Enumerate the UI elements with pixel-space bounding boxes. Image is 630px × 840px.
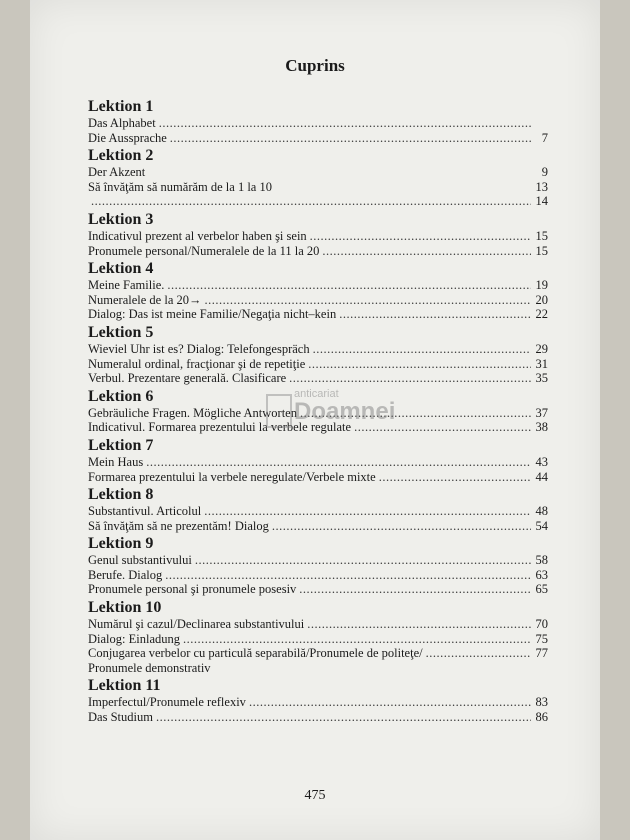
watermark-big-text: Doamnei <box>294 398 396 425</box>
entry-page-number: 19 <box>535 278 548 293</box>
entry-title: Die Aussprache <box>88 130 167 145</box>
entry-title: Dialog: Das ist meine Familie/Negaţia nicht–kein <box>88 307 337 322</box>
entry-title: Indicativul. Formarea prezentului la verbele regulate <box>88 420 352 435</box>
toc-entry <box>88 553 548 568</box>
entry-page-number: 15 <box>535 228 548 243</box>
dot-leader <box>379 470 531 485</box>
toc-entry <box>88 568 548 583</box>
dot-leader <box>272 519 531 534</box>
toc-section <box>88 97 548 145</box>
entry-page-number: 70 <box>535 617 548 632</box>
dot-leader <box>167 278 531 293</box>
entry-title: Numărul şi cazul/Declinarea substantivului <box>88 617 305 632</box>
entry-title: Mein Haus <box>88 454 144 469</box>
dot-leader <box>170 131 531 146</box>
toc-entry <box>88 455 548 470</box>
entry-title: Numeralele de la 20→ <box>88 292 202 307</box>
dot-leader <box>91 194 531 209</box>
toc-entry <box>88 357 548 372</box>
toc-entry <box>88 165 548 180</box>
entry-page-number: 15 <box>535 243 548 258</box>
entry-title: Der Akzent <box>88 165 146 180</box>
toc-entry <box>88 307 548 322</box>
dot-leader <box>339 307 531 322</box>
toc-section <box>88 436 548 484</box>
entry-title: Să învăţăm să ne prezentăm! Dialog <box>88 518 269 533</box>
toc-entry <box>88 278 548 293</box>
toc-section <box>88 676 548 724</box>
toc-section <box>88 534 548 597</box>
entry-page-number: 7 <box>541 130 548 145</box>
entry-page-number: 29 <box>535 341 548 356</box>
dot-leader <box>313 342 531 357</box>
toc-entry <box>88 371 548 386</box>
toc-entry <box>88 470 548 485</box>
entry-page-number: 37 <box>535 405 548 420</box>
entry-page-number: 35 <box>535 371 548 386</box>
entry-title: Substantivul. Articolul <box>88 504 202 519</box>
watermark-small-text: anticariat <box>294 388 339 400</box>
toc-section <box>88 598 548 675</box>
entry-page-number: 48 <box>535 504 548 519</box>
dot-leader <box>289 371 531 386</box>
dot-leader <box>322 244 531 259</box>
entry-page-number: 22 <box>535 307 548 322</box>
entry-page-number: 31 <box>535 356 548 371</box>
dot-leader <box>204 504 531 519</box>
entry-title: Numeralul ordinal, fracţionar şi de repetiţie <box>88 356 306 371</box>
toc-entry <box>88 229 548 244</box>
toc-entry <box>88 342 548 357</box>
entry-page-number: 58 <box>535 553 548 568</box>
dot-leader <box>146 455 531 470</box>
toc-section <box>88 485 548 533</box>
entry-title: Gebräuliche Fragen. Mögliche Antworten <box>88 405 297 420</box>
toc-entry <box>88 293 548 308</box>
toc-entry <box>88 646 548 661</box>
entry-title: Indicativul prezent al verbelor haben şi sein <box>88 228 307 243</box>
dot-leader <box>310 229 531 244</box>
toc-entry <box>88 131 548 146</box>
dot-leader <box>354 420 531 435</box>
book-page <box>30 0 600 840</box>
toc-entry <box>88 695 548 710</box>
entry-page-number: 44 <box>535 469 548 484</box>
lektion-heading: Lektion 6 <box>88 387 154 405</box>
entry-title: Pronumele personal/Numeralele de la 11 la 20 <box>88 243 320 258</box>
dot-leader <box>307 617 531 632</box>
entry-title: Genul substantivului <box>88 553 192 568</box>
dot-leader <box>300 406 531 421</box>
entry-title: Pronumele demonstrativ <box>88 660 211 675</box>
entry-title: Wieviel Uhr ist es? Dialog: Telefongespräch <box>88 341 310 356</box>
entry-title: Das Studium <box>88 710 153 725</box>
toc-entry <box>88 710 548 725</box>
entry-title: Conjugarea verbelor cu particulă separabilă/Pronumele de politeţe/ <box>88 646 423 661</box>
entry-title: Formarea prezentului la verbele neregulate/Verbele mixte <box>88 469 376 484</box>
dot-leader <box>426 646 531 661</box>
entry-page-number: 43 <box>535 454 548 469</box>
entry-page-number: 75 <box>535 631 548 646</box>
lektion-heading: Lektion 4 <box>88 260 154 278</box>
entry-title: Imperfectul/Pronumele reflexiv <box>88 695 246 710</box>
entry-page-number: 14 <box>535 194 548 209</box>
dot-leader <box>308 357 531 372</box>
entry-title: Berufe. Dialog <box>88 567 163 582</box>
entry-page-number: 77 <box>535 646 548 661</box>
toc-section <box>88 323 548 386</box>
lektion-heading: Lektion 5 <box>88 323 154 341</box>
toc-section <box>88 210 548 258</box>
toc-entry <box>88 244 548 259</box>
entry-page-number: 65 <box>535 582 548 597</box>
dot-leader <box>165 568 531 583</box>
dot-leader <box>159 116 531 131</box>
toc-entry <box>88 406 548 421</box>
toc-section <box>88 387 548 435</box>
dot-leader <box>183 632 531 647</box>
entry-title: Să învăţăm să numărăm de la 1 la 10 <box>88 179 272 194</box>
toc-entry <box>88 504 548 519</box>
dot-leader <box>299 582 531 597</box>
entry-page-number: 20 <box>535 292 548 307</box>
toc-entry <box>88 632 548 647</box>
entry-page-number: 83 <box>535 695 548 710</box>
toc-entry <box>88 194 548 209</box>
dot-leader <box>156 710 531 725</box>
toc-entry <box>88 180 548 195</box>
entry-page-number: 86 <box>535 710 548 725</box>
toc-section <box>88 146 548 209</box>
toc-entry <box>88 661 548 676</box>
dot-leader <box>205 293 532 308</box>
lektion-heading: Lektion 7 <box>88 436 154 454</box>
lektion-heading: Lektion 3 <box>88 210 154 228</box>
entry-page-number: 38 <box>535 420 548 435</box>
lektion-heading: Lektion 8 <box>88 486 154 504</box>
toc-section <box>88 259 548 322</box>
entry-page-number: 54 <box>535 518 548 533</box>
lektion-heading: Lektion 11 <box>88 677 161 695</box>
lektion-heading: Lektion 9 <box>88 535 154 553</box>
entry-title: Meine Familie. <box>88 278 165 293</box>
dot-leader <box>249 695 531 710</box>
toc-entry <box>88 420 548 435</box>
entry-page-number: 9 <box>541 165 548 180</box>
entry-page-number: 13 <box>535 179 548 194</box>
entry-title: Verbul. Prezentare generală. Clasificare <box>88 371 287 386</box>
page-number: 475 <box>304 788 326 803</box>
toc-entry <box>88 116 548 131</box>
toc-entry <box>88 617 548 632</box>
lektion-heading: Lektion 2 <box>88 147 154 165</box>
entry-title: Dialog: Einladung <box>88 631 180 646</box>
entry-page-number: 63 <box>535 567 548 582</box>
entry-title: Pronumele personal şi pronumele posesiv <box>88 582 297 597</box>
entry-title: Das Alphabet <box>88 116 156 130</box>
toc-entry <box>88 519 548 534</box>
lektion-heading: Lektion 1 <box>88 98 154 115</box>
page-title: Cuprins <box>285 56 345 75</box>
dot-leader <box>195 553 531 568</box>
toc-entry <box>88 582 548 597</box>
table-of-contents <box>88 96 548 726</box>
lektion-heading: Lektion 10 <box>88 599 162 617</box>
